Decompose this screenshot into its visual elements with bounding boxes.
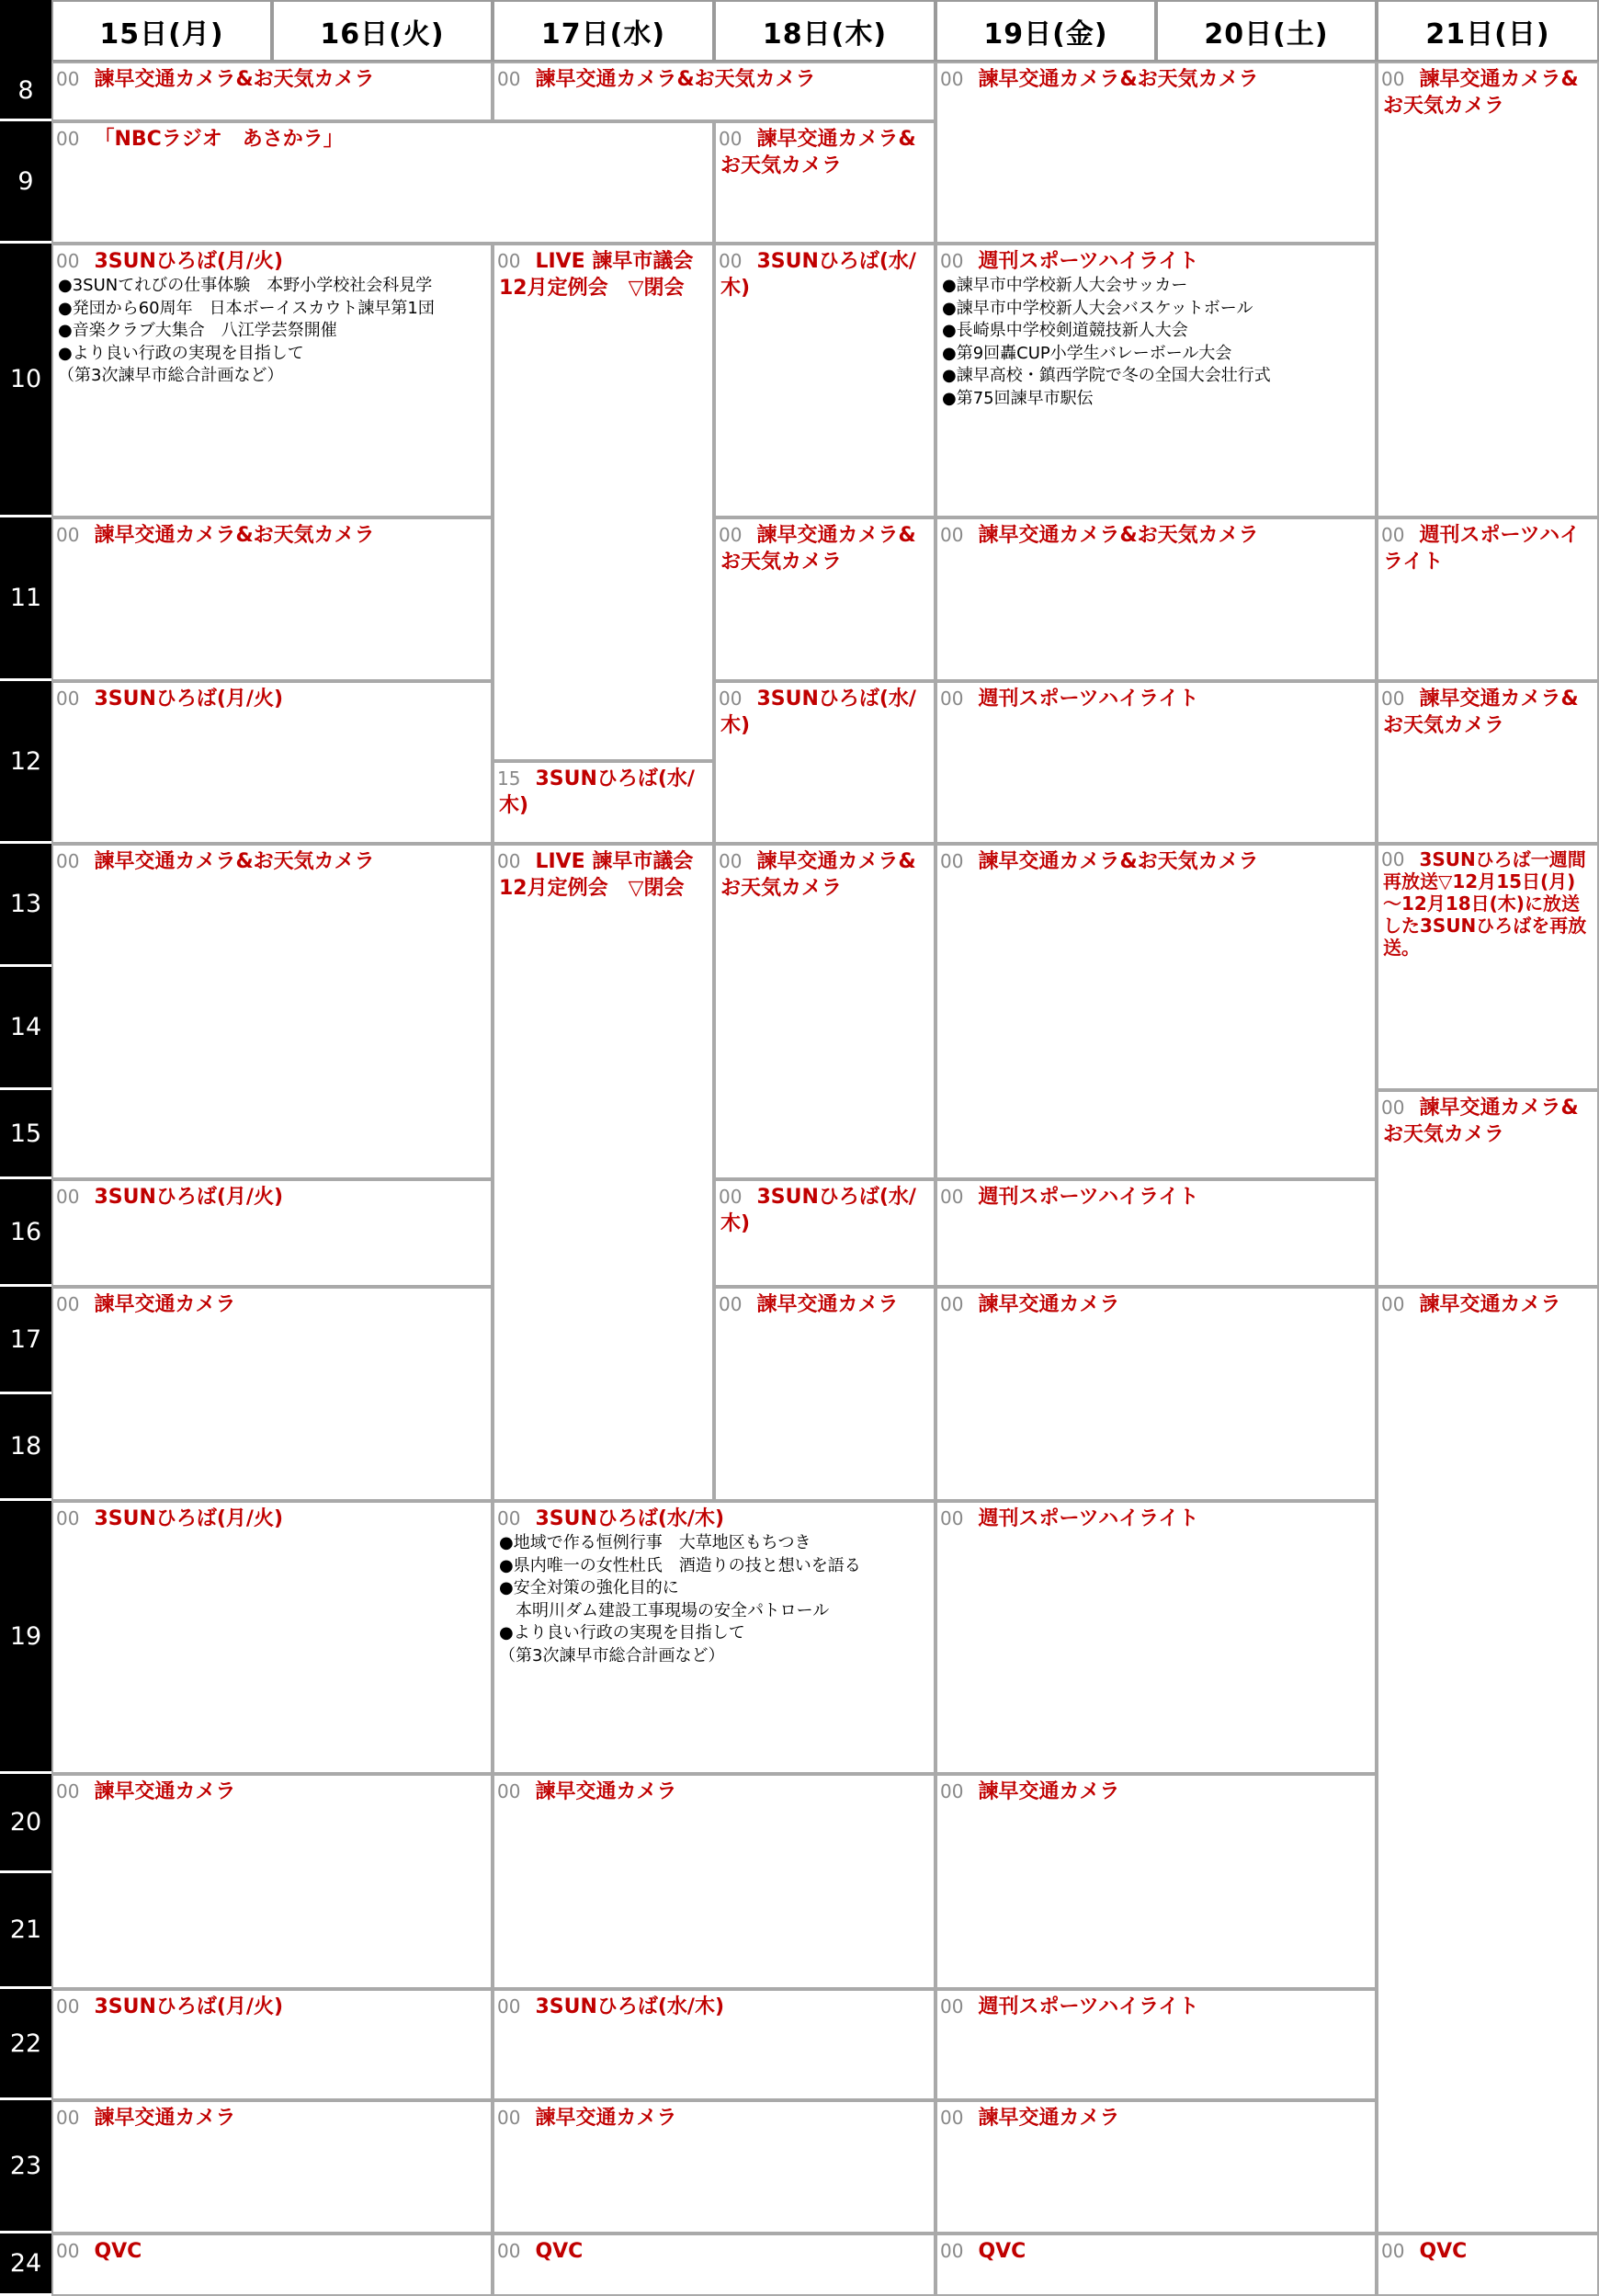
program-slot[interactable]: [1377, 62, 1599, 517]
program-title-line: [720, 126, 930, 179]
program-title-line: [942, 2105, 1371, 2131]
program-title-line: [499, 66, 930, 93]
program-slot[interactable]: [936, 1774, 1377, 1989]
start-minute: 00: [940, 1995, 964, 2018]
start-minute: 00: [56, 250, 80, 272]
program-slot[interactable]: [493, 1501, 936, 1774]
start-minute: 00: [719, 1293, 743, 1315]
program-slot[interactable]: [51, 1774, 493, 1989]
program-slot[interactable]: [51, 1287, 493, 1501]
program-title-line: [720, 522, 930, 575]
program-title: 諫早交通カメラ&お天気カメラ: [94, 68, 375, 91]
start-minute: 00: [940, 1780, 964, 1802]
program-title-line: [58, 2105, 487, 2131]
start-minute: 00: [1381, 68, 1405, 90]
program-slot[interactable]: [936, 1501, 1377, 1774]
program-title: QVC: [1419, 2240, 1468, 2263]
program-title-line: [58, 126, 709, 153]
day-header: 18日(木): [714, 0, 936, 62]
program-title: 諫早交通カメラ&お天気カメラ: [720, 524, 916, 574]
program-title-line: [58, 686, 487, 712]
hour-label: 22: [0, 1989, 51, 2100]
hour-label: 24: [0, 2233, 51, 2296]
start-minute: 00: [56, 68, 80, 90]
hour-label: 16: [0, 1179, 51, 1287]
program-title: 週刊スポーツハイライト: [1383, 524, 1581, 574]
program-slot[interactable]: [714, 1179, 936, 1287]
program-title-line: [58, 848, 487, 875]
start-minute: 00: [56, 1293, 80, 1315]
program-title-line: [58, 66, 487, 93]
program-title-line: [942, 1779, 1371, 1805]
program-slot[interactable]: [493, 244, 714, 761]
hour-label: 15: [0, 1090, 51, 1179]
start-minute: 00: [497, 1995, 521, 2018]
hour-label: 9: [0, 121, 51, 244]
hour-label: 17: [0, 1287, 51, 1394]
program-title-line: [720, 686, 930, 739]
program-title: 諫早交通カメラ&お天気カメラ: [720, 128, 916, 177]
start-minute: 00: [497, 2107, 521, 2129]
program-title-line: [499, 2238, 930, 2265]
start-minute: 00: [1381, 688, 1405, 710]
program-slot[interactable]: [1377, 2233, 1599, 2296]
program-slot[interactable]: [936, 1179, 1377, 1287]
program-title: 諫早交通カメラ&お天気カメラ: [1383, 68, 1579, 118]
program-title-line: [58, 1779, 487, 1805]
start-minute: 00: [719, 688, 743, 710]
program-slot[interactable]: [1377, 1287, 1599, 2233]
hour-label: 21: [0, 1873, 51, 1989]
program-slot[interactable]: [714, 244, 936, 517]
program-slot[interactable]: [51, 1989, 493, 2100]
program-title: 3SUNひろば(水/木): [499, 767, 695, 817]
program-title: 諫早交通カメラ&お天気カメラ: [720, 850, 916, 900]
start-minute: 15: [497, 767, 521, 790]
program-title-line: [499, 766, 709, 819]
start-minute: 00: [1381, 848, 1405, 870]
program-slot[interactable]: [1377, 844, 1599, 1090]
program-title-line: [1383, 2238, 1593, 2265]
start-minute: 00: [719, 250, 743, 272]
day-header: 15日(月): [51, 0, 272, 62]
program-title-line: [499, 1779, 930, 1805]
program-title-line: [58, 2238, 487, 2265]
start-minute: 00: [497, 2240, 521, 2262]
start-minute: 00: [497, 68, 521, 90]
start-minute: 00: [940, 524, 964, 546]
program-title: 3SUNひろば(水/木): [535, 1995, 725, 2018]
program-title-line: [58, 248, 487, 275]
program-slot[interactable]: [51, 1179, 493, 1287]
start-minute: 00: [719, 1186, 743, 1208]
program-slot[interactable]: [493, 844, 714, 1501]
program-slot[interactable]: [936, 681, 1377, 844]
program-title: 3SUNひろば(月/火): [94, 688, 284, 710]
program-title-line: [942, 2238, 1371, 2265]
program-title: 諫早交通カメラ: [978, 1780, 1120, 1803]
program-title-line: [499, 1994, 930, 2020]
start-minute: 00: [940, 850, 964, 872]
program-slot[interactable]: [51, 681, 493, 844]
program-title: 3SUNひろば(月/火): [94, 1186, 284, 1209]
program-title-line: [1383, 522, 1593, 575]
program-title-line: [942, 1291, 1371, 1318]
program-title: LIVE 諫早市議会 12月定例会 ▽閉会: [499, 850, 694, 900]
program-title-line: [720, 848, 930, 902]
program-slot[interactable]: [936, 62, 1377, 244]
program-title-line: [58, 1291, 487, 1318]
program-slot[interactable]: [936, 2100, 1377, 2233]
program-slot[interactable]: [714, 1287, 936, 1501]
program-title: 諫早交通カメラ: [756, 1293, 899, 1316]
program-slot[interactable]: [493, 62, 936, 121]
program-slot[interactable]: [51, 844, 493, 1179]
program-title: 3SUNひろば(月/火): [94, 1995, 284, 2018]
program-slot[interactable]: [714, 121, 936, 244]
program-slot[interactable]: [936, 517, 1377, 681]
start-minute: 00: [1381, 524, 1405, 546]
start-minute: 00: [940, 2240, 964, 2262]
start-minute: 00: [940, 688, 964, 710]
start-minute: 00: [56, 688, 80, 710]
program-title: 諫早交通カメラ: [978, 2107, 1120, 2130]
program-title: 諫早交通カメラ&お天気カメラ: [94, 524, 375, 547]
hour-label: 18: [0, 1394, 51, 1501]
start-minute: 00: [56, 850, 80, 872]
start-minute: 00: [1381, 1293, 1405, 1315]
program-details: ●3SUNてれびの仕事体験 本野小学校社会科見学 ●発団から60周年 日本ボーイスカウト諫早第1団 ●音楽クラブ大集合 八江学芸祭開催 ●より良い行政の実現を目指して （第3次諫早市総合計画など）: [58, 276, 435, 385]
hour-label: 23: [0, 2100, 51, 2233]
hour-label: 20: [0, 1774, 51, 1873]
program-title-line: [942, 848, 1371, 875]
start-minute: 00: [497, 1780, 521, 1802]
program-title-line: [58, 522, 487, 549]
program-title-line: [499, 848, 709, 902]
program-slot[interactable]: [936, 1989, 1377, 2100]
corner-cell: [0, 0, 51, 62]
hour-label: 8: [0, 62, 51, 121]
program-title-line: [942, 522, 1371, 549]
program-title: 週刊スポーツハイライト: [978, 1995, 1199, 2018]
program-title: QVC: [978, 2240, 1026, 2263]
program-title: 諫早交通カメラ&お天気カメラ: [535, 68, 816, 91]
program-title-line: [58, 1994, 487, 2020]
program-title-line: [1383, 66, 1593, 119]
program-title: 諫早交通カメラ: [94, 1293, 236, 1316]
program-slot[interactable]: [493, 1774, 936, 1989]
start-minute: 00: [497, 850, 521, 872]
start-minute: 00: [56, 1507, 80, 1529]
program-slot[interactable]: [51, 121, 714, 244]
start-minute: 00: [940, 1507, 964, 1529]
program-title-line: [942, 686, 1371, 712]
program-title: 週刊スポーツハイライト: [978, 1186, 1199, 1209]
day-header: 17日(水): [493, 0, 714, 62]
start-minute: 00: [56, 1186, 80, 1208]
program-title: 諫早交通カメラ&お天気カメラ: [978, 850, 1259, 873]
program-slot[interactable]: [51, 2100, 493, 2233]
program-title: 3SUNひろば(水/木): [535, 1507, 725, 1530]
program-title: 諫早交通カメラ: [94, 2107, 236, 2130]
start-minute: 00: [719, 850, 743, 872]
day-header: 19日(金): [936, 0, 1156, 62]
program-title: LIVE 諫早市議会 12月定例会 ▽閉会: [499, 250, 694, 300]
program-slot[interactable]: [51, 517, 493, 681]
program-slot[interactable]: [493, 2233, 936, 2296]
program-slot[interactable]: [936, 2233, 1377, 2296]
program-title: 諫早交通カメラ&お天気カメラ: [1383, 1097, 1579, 1146]
program-slot[interactable]: [714, 844, 936, 1179]
program-details: ●地域で作る恒例行事 大草地区もちつき ●県内唯一の女性杜氏 酒造りの技と想いを語る ●安全対策の強化目的に 本明川ダム建設工事現場の安全パトロール ●より良い行政の実現を目指して （第3次諫早市総合計画など）: [499, 1533, 861, 1665]
start-minute: 00: [56, 524, 80, 546]
program-title: 3SUNひろば(水/木): [720, 250, 916, 300]
program-title: 諫早交通カメラ: [978, 1293, 1120, 1316]
program-title-line: [499, 1506, 930, 1532]
program-slot[interactable]: [51, 62, 493, 121]
start-minute: 00: [497, 1507, 521, 1529]
program-slot[interactable]: [51, 1501, 493, 1774]
program-title: QVC: [94, 2240, 142, 2263]
program-title-line: [942, 1506, 1371, 1532]
program-title-line: [720, 1291, 930, 1318]
program-slot[interactable]: [1377, 681, 1599, 844]
start-minute: 00: [56, 1780, 80, 1802]
program-title: 諫早交通カメラ: [94, 1780, 236, 1803]
program-title: 週刊スポーツハイライト: [978, 1507, 1199, 1530]
program-slot[interactable]: [1377, 517, 1599, 681]
start-minute: 00: [940, 68, 964, 90]
day-header: 16日(火): [272, 0, 493, 62]
program-title-line: [942, 1994, 1371, 2020]
program-title: 諫早交通カメラ&お天気カメラ: [94, 850, 375, 873]
program-title-line: [942, 248, 1371, 275]
hour-label: 11: [0, 517, 51, 681]
start-minute: 00: [940, 250, 964, 272]
program-title-line: [720, 1184, 930, 1237]
program-title: 週刊スポーツハイライト: [978, 250, 1199, 273]
start-minute: 00: [719, 524, 743, 546]
start-minute: 00: [56, 1995, 80, 2018]
program-title-line: [942, 66, 1371, 93]
program-title: 3SUNひろば(水/木): [720, 688, 916, 737]
program-title: 3SUNひろば(月/火): [94, 250, 284, 273]
program-title-line: [1383, 686, 1593, 739]
program-slot[interactable]: [493, 1989, 936, 2100]
day-header: 20日(土): [1156, 0, 1377, 62]
program-title: 週刊スポーツハイライト: [978, 688, 1199, 710]
program-title: 3SUNひろば(水/木): [720, 1186, 916, 1235]
start-minute: 00: [719, 128, 743, 150]
program-slot[interactable]: [1377, 1090, 1599, 1287]
start-minute: 00: [1381, 2240, 1405, 2262]
program-title-line: [1383, 1291, 1593, 1318]
start-minute: 00: [1381, 1097, 1405, 1119]
program-title: 3SUNひろば(月/火): [94, 1507, 284, 1530]
program-slot[interactable]: [51, 244, 493, 517]
hour-label: 14: [0, 967, 51, 1090]
program-title-line: [58, 1506, 487, 1532]
hour-label: 19: [0, 1501, 51, 1774]
start-minute: 00: [940, 2107, 964, 2129]
hour-label: 12: [0, 681, 51, 844]
program-title: 諫早交通カメラ&お天気カメラ: [978, 524, 1259, 547]
program-slot[interactable]: [714, 681, 936, 844]
program-title-line: [58, 1184, 487, 1211]
program-title-line: [720, 248, 930, 301]
hour-label: 10: [0, 244, 51, 517]
program-title: 3SUNひろば一週間再放送▽12月15日(月)～12月18日(木)に放送した3SUNひろばを再放送。: [1383, 848, 1587, 959]
program-details: ●諫早市中学校新人大会サッカー ●諫早市中学校新人大会バスケットボール ●長崎県中学校剣道競技新人大会 ●第9回轟CUP小学生バレーボール大会 ●諫早高校・鎮西学院で冬の全国大会壮行式 ●第75回諫早市駅伝: [942, 276, 1271, 408]
day-header: 21日(日): [1377, 0, 1599, 62]
program-title-line: [1383, 848, 1593, 959]
program-slot[interactable]: [936, 1287, 1377, 1501]
program-title-line: [499, 248, 709, 301]
program-slot[interactable]: [936, 244, 1377, 517]
start-minute: 00: [940, 1186, 964, 1208]
start-minute: 00: [497, 250, 521, 272]
program-slot[interactable]: [493, 761, 714, 844]
program-slot[interactable]: [936, 844, 1377, 1179]
program-title: QVC: [535, 2240, 584, 2263]
start-minute: 00: [56, 128, 80, 150]
program-slot[interactable]: [51, 2233, 493, 2296]
program-title: 諫早交通カメラ&お天気カメラ: [1383, 688, 1579, 737]
program-slot[interactable]: [493, 2100, 936, 2233]
program-slot[interactable]: [714, 517, 936, 681]
program-title: 諫早交通カメラ: [535, 1780, 677, 1803]
start-minute: 00: [56, 2107, 80, 2129]
program-title: 諫早交通カメラ: [1419, 1293, 1561, 1316]
program-title: 諫早交通カメラ&お天気カメラ: [978, 68, 1259, 91]
program-title-line: [499, 2105, 930, 2131]
start-minute: 00: [56, 2240, 80, 2262]
program-title-line: [942, 1184, 1371, 1211]
hour-label: 13: [0, 844, 51, 967]
program-title: 「NBCラジオ あさかラ」: [94, 128, 344, 151]
program-title-line: [1383, 1095, 1593, 1148]
start-minute: 00: [940, 1293, 964, 1315]
program-title: 諫早交通カメラ: [535, 2107, 677, 2130]
